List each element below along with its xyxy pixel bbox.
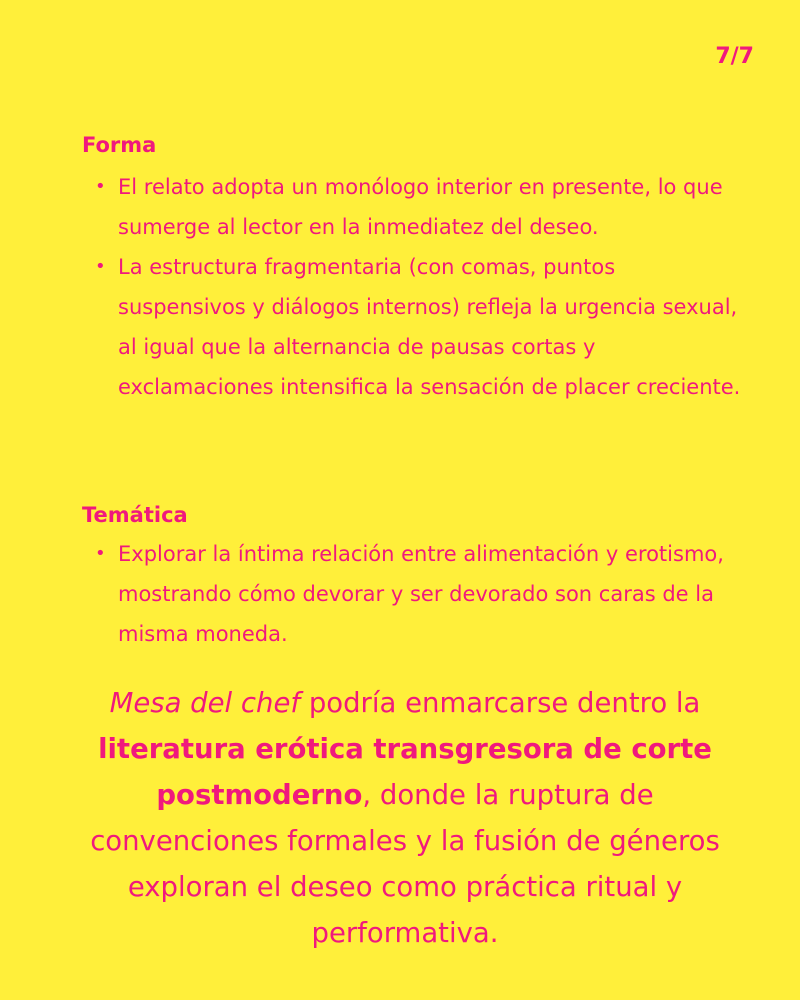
- section-title-forma: Forma: [82, 133, 157, 157]
- tematica-bullet-list: [95, 534, 745, 654]
- closing-paragraph: [60, 680, 750, 956]
- closing-text-2: , donde la ruptura de convenciones formales y la fusión de géneros exploran el deseo como práctica ritual y performativa.: [90, 779, 720, 949]
- list-item: • El relato adopta un monólogo interior en presente, lo que sumerge al lector en la inmediatez del deseo.: [95, 167, 745, 247]
- work-title: Mesa del chef: [109, 687, 301, 719]
- page-number: 7/7: [715, 44, 754, 69]
- closing-text-1: podría enmarcarse dentro la: [300, 687, 701, 719]
- genre-highlight: literatura erótica transgresora de corte postmoderno: [98, 733, 712, 811]
- section-title-tematica: Temática: [82, 503, 188, 527]
- list-item: • Explorar la íntima relación entre alimentación y erotismo, mostrando cómo devorar y ser devorado son caras de la misma moneda.: [95, 534, 745, 654]
- forma-bullet-list: [95, 167, 745, 407]
- list-item: • La estructura fragmentaria (con comas, puntos suspensivos y diálogos internos) refleja la urgencia sexual, al igual que la alternancia de pausas cortas y exclamaciones intensifica la sensación de placer creciente.: [95, 247, 745, 407]
